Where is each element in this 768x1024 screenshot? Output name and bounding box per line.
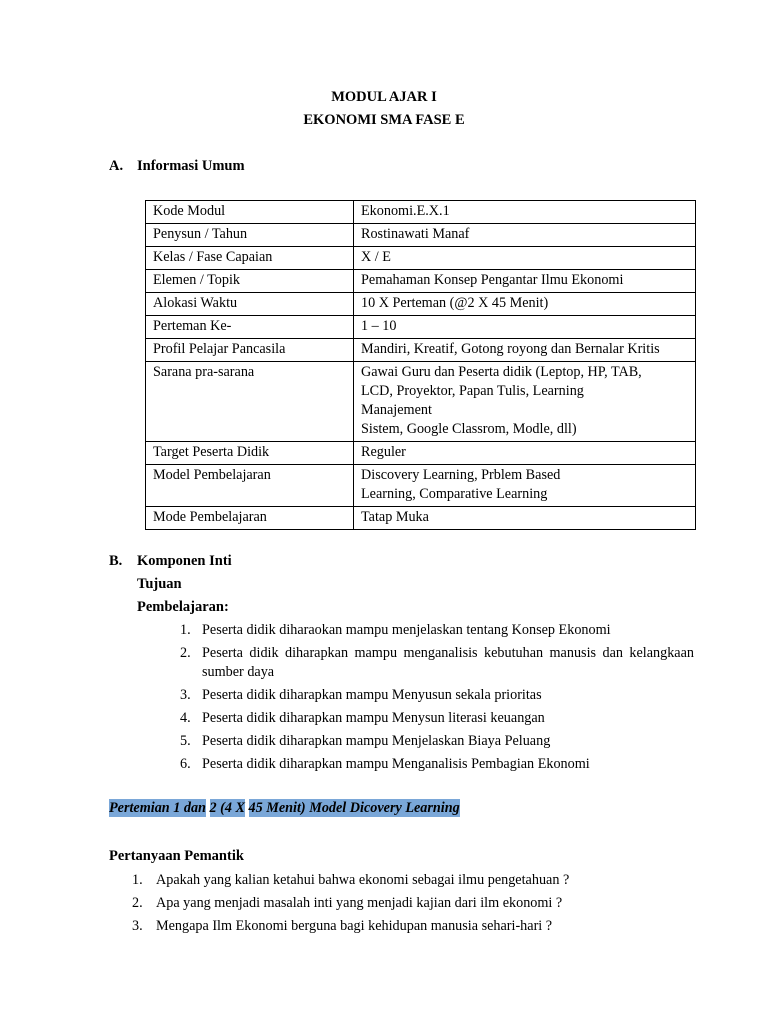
goal-number: 1.: [180, 622, 191, 638]
info-value-line: Rostinawati Manaf: [361, 226, 470, 242]
goal-item: [180, 732, 694, 751]
question-text: Apakah yang kalian ketahui bahwa ekonomi sebagai ilmu pengetahuan ?: [156, 872, 570, 888]
info-value-line: LCD, Proyektor, Papan Tulis, Learning: [361, 383, 584, 399]
info-value-line: Reguler: [361, 444, 406, 460]
section-b-heading: [109, 553, 232, 570]
info-key-cell: Profil Pelajar Pancasila: [146, 339, 354, 362]
info-key-cell: Kode Modul: [146, 201, 354, 224]
info-row: [146, 247, 696, 270]
info-value-cell: [354, 270, 696, 293]
info-row: [146, 507, 696, 530]
goal-text: Peserta didik diharapkan mampu Menysun literasi keuangan: [202, 710, 545, 726]
learning-goals-list: [180, 621, 694, 778]
objective-label: Tujuan: [137, 576, 182, 592]
info-key-cell: Sarana pra-sarana: [146, 362, 354, 442]
info-row: [146, 224, 696, 247]
info-value-line: Mandiri, Kreatif, Gotong royong dan Bernalar Kritis: [361, 341, 660, 357]
info-value-line: Learning, Comparative Learning: [361, 486, 548, 502]
question-number: 1.: [132, 872, 143, 888]
goal-text: Peserta didik diharaokan mampu menjelaskan tentang Konsep Ekonomi: [202, 622, 611, 638]
meeting-part-2: 2 (4 X: [209, 800, 245, 816]
goal-number: 2.: [180, 645, 191, 661]
info-value-line: Ekonomi.E.X.1: [361, 203, 450, 219]
goal-number: 6.: [180, 756, 191, 772]
info-value-line: Manajement: [361, 402, 432, 418]
section-a-heading: [109, 158, 245, 175]
info-key-cell: Model Pembelajaran: [146, 465, 354, 507]
info-key-cell: Penysun / Tahun: [146, 224, 354, 247]
info-value-cell: [354, 339, 696, 362]
question-text: Mengapa Ilm Ekonomi berguna bagi kehidupan manusia sehari-hari ?: [156, 918, 553, 934]
goal-item: [180, 709, 694, 728]
goal-text: Peserta didik diharapkan mampu Menganalisis Pembagian Ekonomi: [202, 756, 590, 772]
info-value-cell: [354, 442, 696, 465]
goal-number: 4.: [180, 710, 191, 726]
info-key-cell: Mode Pembelajaran: [146, 507, 354, 530]
info-row: [146, 442, 696, 465]
info-row: [146, 316, 696, 339]
meeting-part-1: Pertemian 1 dan: [109, 800, 206, 816]
info-key-cell: Target Peserta Didik: [146, 442, 354, 465]
info-key-cell: Elemen / Topik: [146, 270, 354, 293]
meeting-highlight: [109, 800, 460, 817]
info-value-line: Pemahaman Konsep Pengantar Ilmu Ekonomi: [361, 272, 624, 288]
goal-text: Peserta didik diharapkan mampu Menyusun sekala prioritas: [202, 687, 542, 703]
info-value-line: Sistem, Google Classrom, Modle, dll): [361, 421, 577, 437]
info-value-line: Gawai Guru dan Peserta didik (Leptop, HP, TAB,: [361, 364, 642, 380]
goal-item: [180, 686, 694, 705]
info-value-line: X / E: [361, 249, 391, 265]
section-a-letter: A.: [109, 158, 124, 174]
info-value-cell: [354, 465, 696, 507]
trigger-questions-list: [132, 871, 692, 940]
module-subtitle: EKONOMI SMA FASE E: [303, 112, 465, 128]
question-item: [132, 917, 692, 936]
meeting-part-3: 45 Menit) Model Dicovery Learning: [248, 800, 460, 816]
section-b-title: Komponen Inti: [137, 553, 232, 569]
info-row: [146, 362, 696, 442]
goal-item: [180, 755, 694, 774]
info-value-line: Tatap Muka: [361, 509, 429, 525]
info-row: [146, 293, 696, 316]
section-b-letter: B.: [109, 553, 123, 569]
goal-item: [180, 644, 694, 682]
section-a-title: Informasi Umum: [137, 158, 245, 174]
info-row: [146, 339, 696, 362]
question-text: Apa yang menjadi masalah inti yang menjadi kajian dari ilm ekonomi ?: [156, 895, 563, 911]
info-row: [146, 465, 696, 507]
info-row: [146, 270, 696, 293]
info-row: [146, 201, 696, 224]
info-key-cell: Alokasi Waktu: [146, 293, 354, 316]
info-value-line: 10 X Perteman (@2 X 45 Menit): [361, 295, 549, 311]
questions-heading: Pertanyaan Pemantik: [109, 848, 244, 864]
info-value-line: Discovery Learning, Prblem Based: [361, 467, 561, 483]
goal-number: 5.: [180, 733, 191, 749]
info-value-cell: [354, 247, 696, 270]
question-number: 3.: [132, 918, 143, 934]
info-value-cell: [354, 224, 696, 247]
question-number: 2.: [132, 895, 143, 911]
module-title: MODUL AJAR I: [331, 89, 437, 105]
goal-text: Peserta didik diharapkan mampu Menjelaskan Biaya Peluang: [202, 733, 551, 749]
info-key-cell: Kelas / Fase Capaian: [146, 247, 354, 270]
question-item: [132, 894, 692, 913]
learning-label: Pembelajaran:: [137, 599, 229, 615]
info-value-cell: [354, 316, 696, 339]
info-value-cell: [354, 362, 696, 442]
info-value-cell: [354, 293, 696, 316]
goal-item: [180, 621, 694, 640]
info-value-cell: [354, 507, 696, 530]
info-value-line: 1 – 10: [361, 318, 397, 334]
question-item: [132, 871, 692, 890]
goal-number: 3.: [180, 687, 191, 703]
info-table: [145, 200, 696, 530]
goal-text: Peserta didik diharapkan mampu menganalisis kebutuhan manusis dan kelangkaan sumber daya: [202, 645, 694, 680]
info-key-cell: Perteman Ke-: [146, 316, 354, 339]
info-value-cell: [354, 201, 696, 224]
